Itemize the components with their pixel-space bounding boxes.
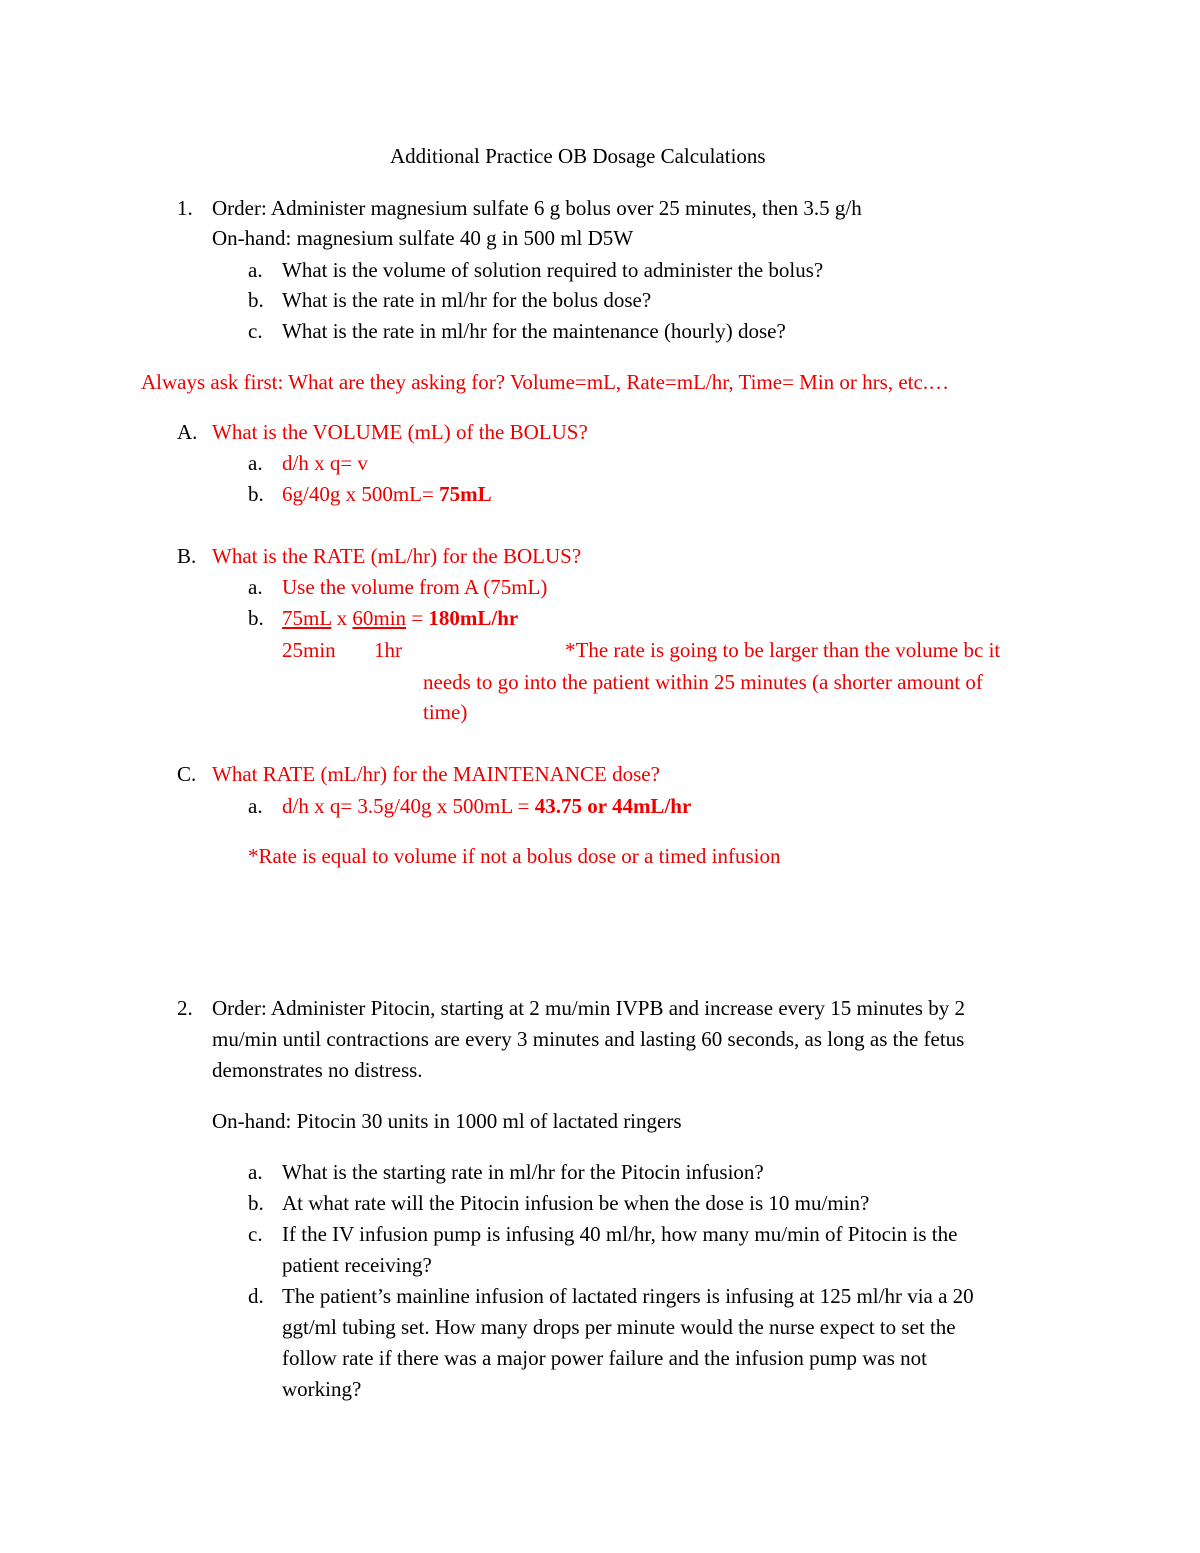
answer-c-label: C. <box>177 762 197 786</box>
q2-item-b-label: b. <box>248 1191 264 1215</box>
q1-item-b-text: What is the rate in ml/hr for the bolus dose? <box>282 288 652 312</box>
q2-item-d-text-line-3: follow rate if there was a major power failure and the infusion pump was not <box>282 1346 927 1370</box>
answer-b-calculation <box>282 608 518 629</box>
q1-item-c-label: c. <box>248 319 263 343</box>
answer-c-calculation <box>282 796 691 817</box>
page-title: Additional Practice OB Dosage Calculations <box>390 144 766 168</box>
answer-c-heading: What RATE (mL/hr) for the MAINTENANCE dose? <box>212 762 660 786</box>
answer-c-item-a-label: a. <box>248 794 263 818</box>
answer-b-numerator-1: 75mL <box>282 606 332 630</box>
q2-item-a-label: a. <box>248 1160 263 1184</box>
answer-a-label: A. <box>177 420 198 444</box>
answer-b-equals: = <box>406 606 429 630</box>
answer-b-label: B. <box>177 544 197 568</box>
answer-a-calc-text: 6g/40g x 500mL= <box>282 482 440 506</box>
q2-item-d-label: d. <box>248 1284 264 1308</box>
answer-a-calculation <box>282 484 492 505</box>
question-1-order: Order: Administer magnesium sulfate 6 g bolus over 25 minutes, then 3.5 g/h <box>212 196 862 220</box>
q1-item-a-label: a. <box>248 258 263 282</box>
q2-item-c-text-line-1: If the IV infusion pump is infusing 40 ml/hr, how many mu/min of Pitocin is the <box>282 1222 958 1246</box>
q2-item-c-label: c. <box>248 1222 263 1246</box>
answer-b-note-line-3: time) <box>423 700 468 724</box>
question-2-order-line-2: mu/min until contractions are every 3 minutes and lasting 60 seconds, as long as the fetus <box>212 1027 965 1051</box>
answer-b-note-line-1: *The rate is going to be larger than the volume bc it <box>565 638 1001 662</box>
answer-b-volume-note: Use the volume from A (75mL) <box>282 575 548 599</box>
answer-c-calc-text: d/h x q= 3.5g/40g x 500mL = <box>282 794 535 818</box>
question-2-order-line-3: demonstrates no distress. <box>212 1058 423 1082</box>
q2-item-c-text-line-2: patient receiving? <box>282 1253 432 1277</box>
question-2-onhand: On-hand: Pitocin 30 units in 1000 ml of lactated ringers <box>212 1109 682 1133</box>
answer-b-note-line-2: needs to go into the patient within 25 minutes (a shorter amount of <box>423 670 983 694</box>
answer-b-heading: What is the RATE (mL/hr) for the BOLUS? <box>212 544 582 568</box>
answer-a-item-a-label: a. <box>248 451 263 475</box>
question-1-onhand: On-hand: magnesium sulfate 40 g in 500 ml D5W <box>212 226 634 250</box>
q2-item-d-text-line-2: ggt/ml tubing set. How many drops per minute would the nurse expect to set the <box>282 1315 956 1339</box>
answer-c-note: *Rate is equal to volume if not a bolus dose or a timed infusion <box>248 844 781 868</box>
answer-b-item-b-label: b. <box>248 606 264 630</box>
answer-b-denominator-1: 25min <box>282 638 336 662</box>
answer-a-result: 75mL <box>439 482 492 506</box>
answer-a-item-b-label: b. <box>248 482 264 506</box>
answer-b-numerator-2: 60min <box>352 606 407 630</box>
always-ask-note: Always ask first: What are they asking for? Volume=mL, Rate=mL/hr, Time= Min or hrs, etc.… <box>141 370 950 394</box>
answer-a-heading: What is the VOLUME (mL) of the BOLUS? <box>212 420 588 444</box>
question-2-order-line-1: Order: Administer Pitocin, starting at 2 mu/min IVPB and increase every 15 minutes by 2 <box>212 996 965 1020</box>
q2-item-d-text-line-1: The patient’s mainline infusion of lactated ringers is infusing at 125 ml/hr via a 20 <box>282 1284 974 1308</box>
q1-item-a-text: What is the volume of solution required to administer the bolus? <box>282 258 824 282</box>
answer-b-times: x <box>331 606 353 630</box>
answer-b-item-a-label: a. <box>248 575 263 599</box>
q2-item-a-text: What is the starting rate in ml/hr for the Pitocin infusion? <box>282 1160 764 1184</box>
q1-item-b-label: b. <box>248 288 264 312</box>
q2-item-b-text: At what rate will the Pitocin infusion be when the dose is 10 mu/min? <box>282 1191 870 1215</box>
answer-b-result: 180mL/hr <box>428 606 519 630</box>
q2-item-d-text-line-4: working? <box>282 1377 362 1401</box>
answer-a-formula: d/h x q= v <box>282 451 368 475</box>
answer-b-denominator-2: 1hr <box>374 638 402 662</box>
q1-item-c-text: What is the rate in ml/hr for the maintenance (hourly) dose? <box>282 319 786 343</box>
question-1-number: 1. <box>177 196 193 220</box>
answer-c-result: 43.75 or 44mL/hr <box>534 794 692 818</box>
question-2-number: 2. <box>177 996 193 1020</box>
